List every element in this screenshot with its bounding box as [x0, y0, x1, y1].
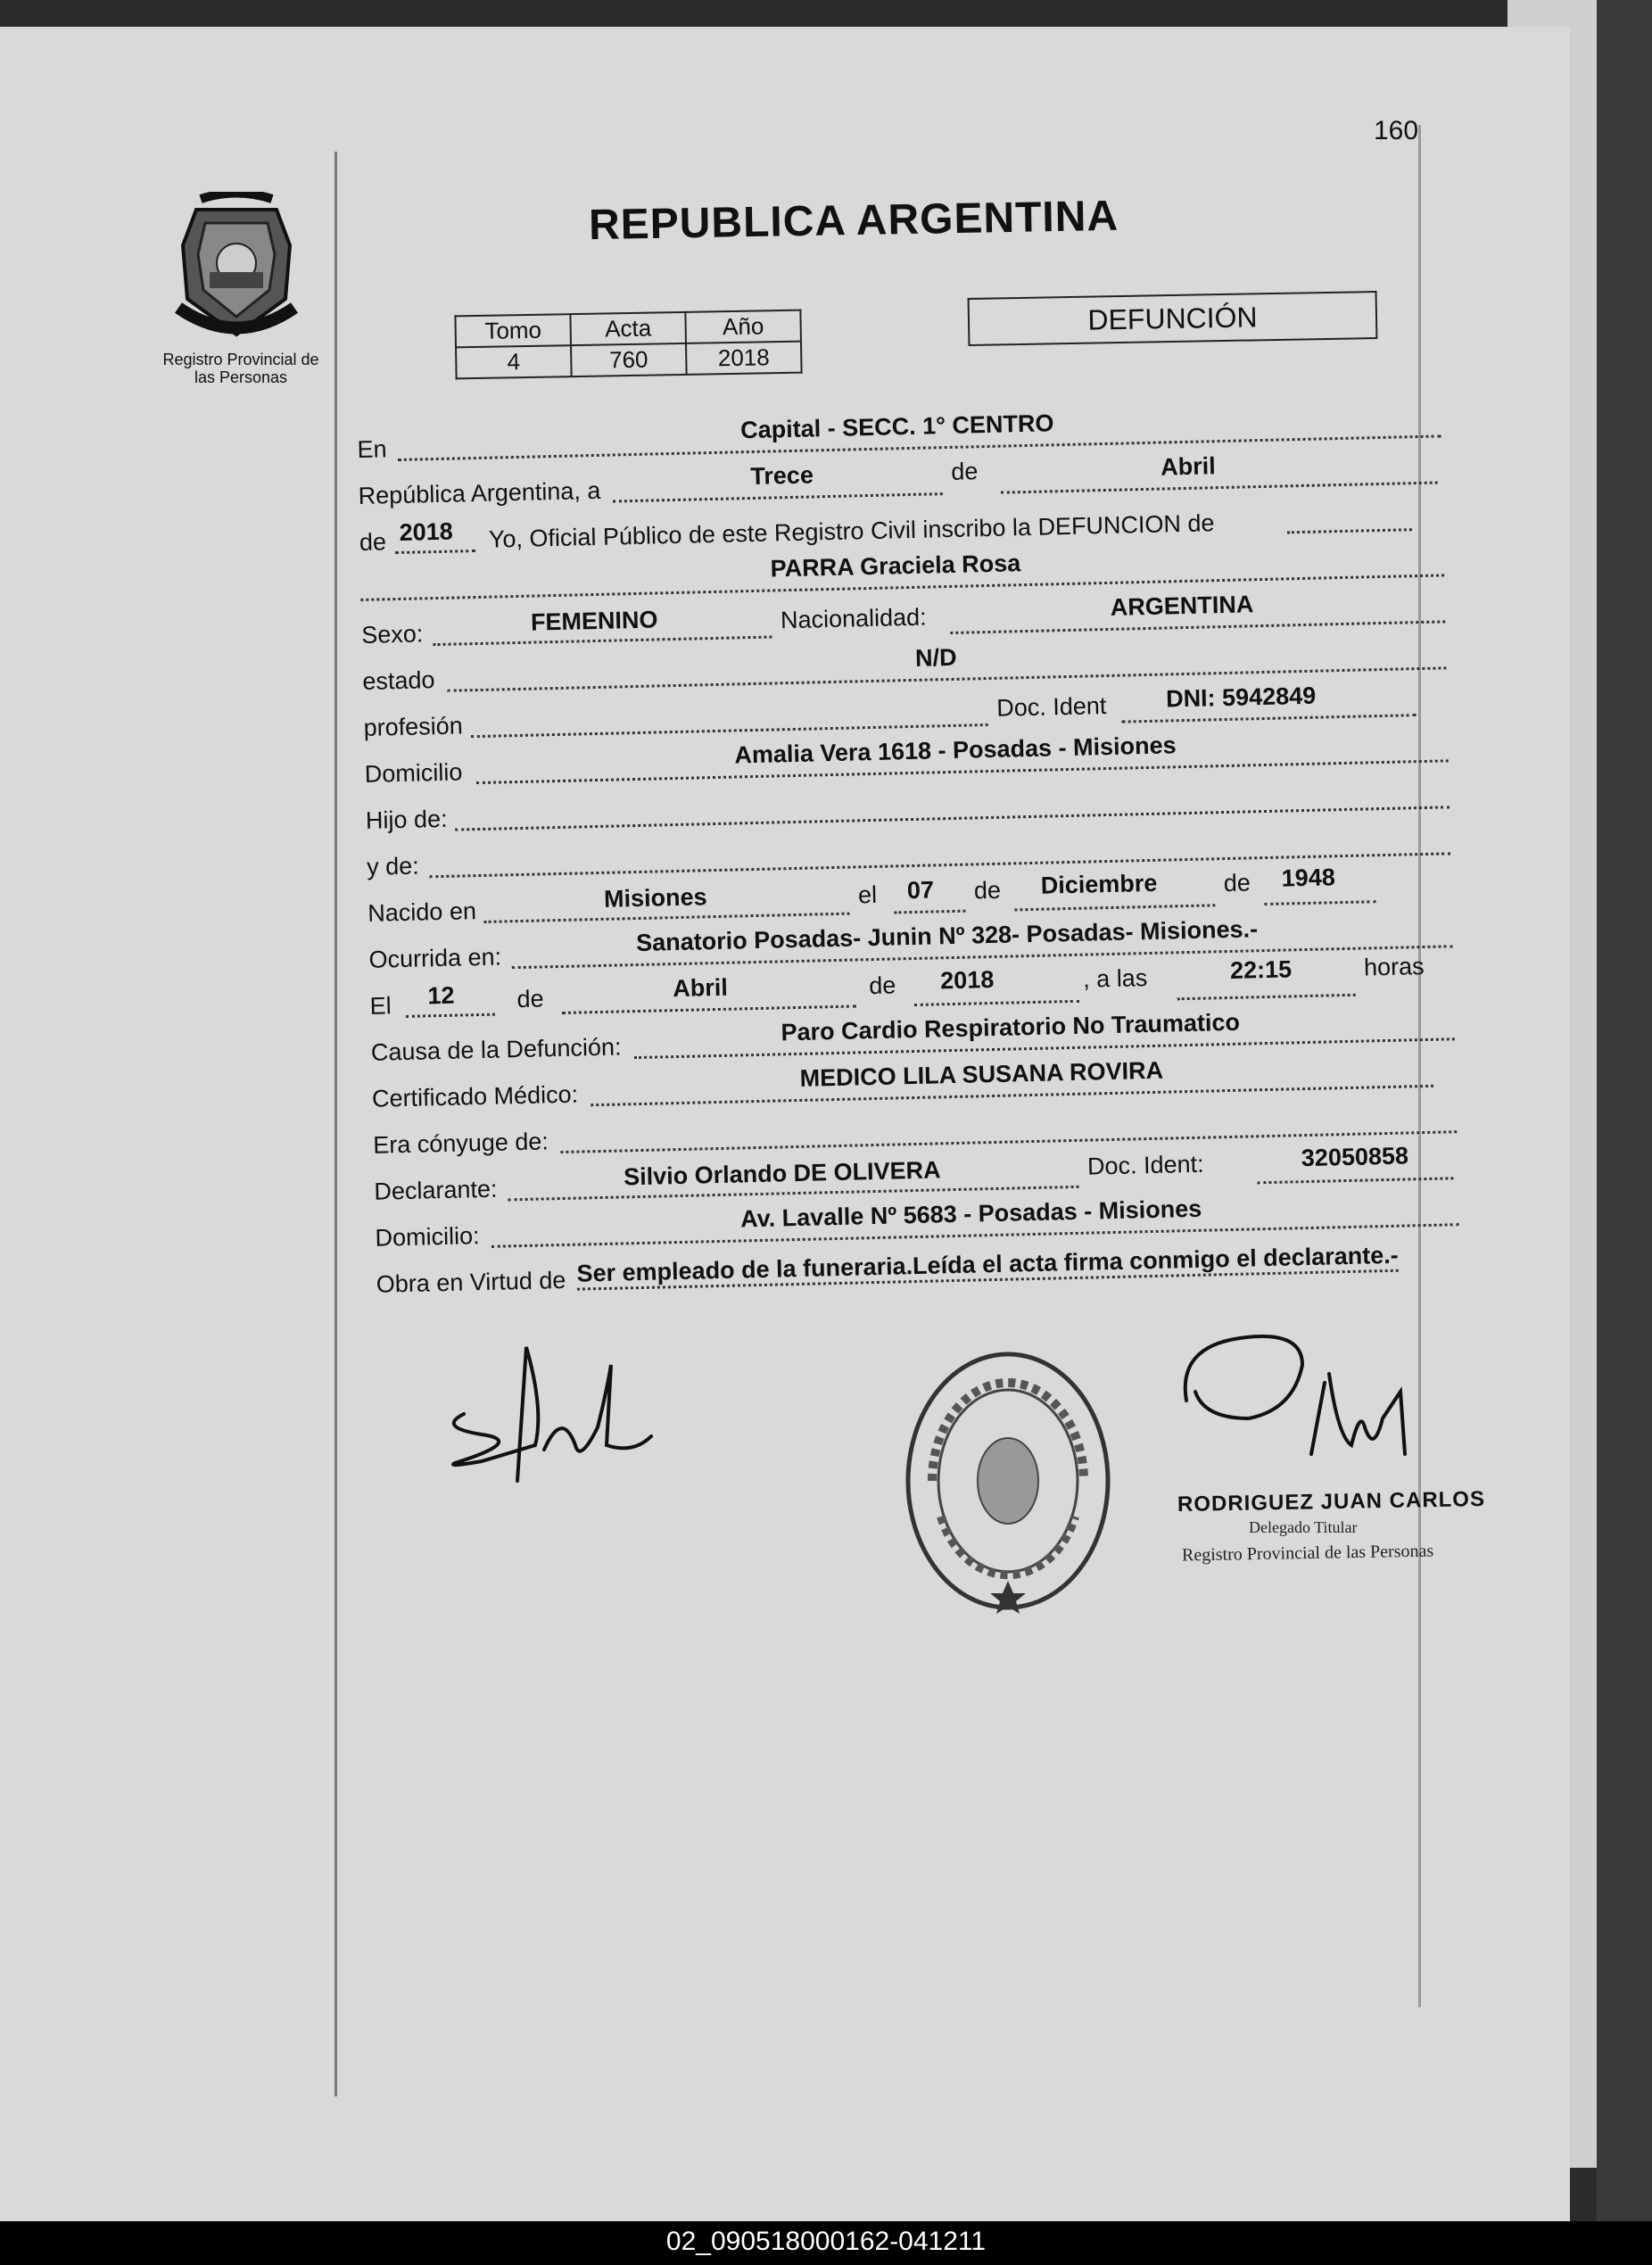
- left-margin-line: [335, 152, 337, 2096]
- value-ocurrida: Sanatorio Posadas- Junin Nº 328- Posadas- Misiones.-: [635, 915, 1259, 957]
- label-el-1: el: [857, 880, 878, 909]
- label-conyuge: Era cónyuge de:: [372, 1128, 549, 1159]
- value-obra: Ser empleado de la funeraria.Leída el acta firma conmigo el declarante.-: [576, 1242, 1399, 1291]
- value-birth-day: 07: [906, 876, 935, 905]
- label-sexo: Sexo:: [360, 620, 424, 649]
- registry-caption-line2: las Personas: [194, 368, 288, 386]
- page-number: 160: [1374, 116, 1419, 145]
- label-hijo: Hijo de:: [365, 805, 448, 834]
- inscribo-text: Yo, Oficial Público de este Registro Civil inscribo la DEFUNCION de: [488, 509, 1215, 553]
- header-tomo: Tomo: [455, 314, 571, 347]
- value-year: 2018: [399, 517, 454, 546]
- header-acta: Acta: [570, 312, 686, 345]
- value-decl-doc: 32050858: [1301, 1142, 1409, 1172]
- label-declarante: Declarante:: [374, 1175, 498, 1205]
- label-en: En: [357, 435, 387, 463]
- value-death-day: 12: [427, 981, 455, 1010]
- label-obra: Obra en Virtud de: [376, 1266, 566, 1298]
- value-month: Abril: [1160, 452, 1217, 481]
- value-ano: 2018: [686, 342, 802, 375]
- value-nacionalidad: ARGENTINA: [1110, 591, 1254, 621]
- label-de-3: de: [973, 876, 1002, 905]
- label-de-6: de: [868, 971, 896, 1000]
- document-page: [0, 27, 1570, 2221]
- value-domicilio: Amalia Vera 1618 - Posadas - Misiones: [734, 732, 1177, 769]
- label-a-las: , a las: [1082, 964, 1148, 993]
- label-doc-ident: Doc. Ident: [995, 692, 1107, 722]
- label-de-1: de: [950, 458, 979, 485]
- death-record-form: [357, 403, 1445, 1298]
- value-causa: Paro Cardio Respiratorio No Traumatico: [781, 1008, 1241, 1046]
- header-ano: Año: [685, 310, 801, 343]
- value-tomo: 4: [456, 345, 572, 378]
- value-estado: N/D: [914, 643, 957, 672]
- value-deceased-name: PARRA Graciela Rosa: [770, 550, 1021, 583]
- value-death-month: Abril: [673, 973, 729, 1003]
- label-nacido: Nacido en: [368, 897, 477, 927]
- record-type-box: DEFUNCIÓN: [968, 291, 1378, 346]
- officer-registry: Registro Provincial de las Personas: [1181, 1541, 1434, 1566]
- label-de-5: de: [516, 985, 544, 1013]
- value-day-words: Trece: [749, 461, 814, 490]
- value-death-year: 2018: [939, 965, 995, 995]
- label-de-4: de: [1223, 869, 1251, 897]
- label-republica: República Argentina, a: [358, 476, 601, 509]
- value-declarante: Silvio Orlando DE OLIVERA: [623, 1156, 941, 1191]
- declarant-signature: [428, 1329, 678, 1499]
- value-place: Capital - SECC. 1° CENTRO: [739, 409, 1054, 444]
- officer-signature: [1169, 1329, 1436, 1490]
- value-certificado: MEDICO LILA SUSANA ROVIRA: [799, 1056, 1164, 1092]
- document-title: REPUBLICA ARGENTINA: [588, 192, 1119, 250]
- label-profesion: profesión: [363, 712, 464, 741]
- label-ocurrida: Ocurrida en:: [368, 943, 502, 973]
- officer-role: Delegado Titular: [1249, 1518, 1358, 1536]
- label-domicilio: Domicilio: [364, 758, 463, 788]
- misiones-seal-logo: [169, 192, 303, 343]
- official-stamp: [901, 1347, 1115, 1615]
- value-death-time: 22:15: [1229, 955, 1293, 984]
- value-decl-domicilio: Av. Lavalle Nº 5683 - Posadas - Misiones: [739, 1194, 1202, 1233]
- label-causa: Causa de la Defunción:: [370, 1033, 622, 1066]
- label-el: El: [369, 992, 392, 1020]
- label-decl-domicilio: Domicilio:: [375, 1222, 480, 1252]
- label-estado: estado: [362, 666, 435, 695]
- label-decl-doc: Doc. Ident:: [1086, 1150, 1204, 1180]
- label-de-2: de: [359, 528, 387, 556]
- registry-caption-line1: Registro Provincial de: [162, 351, 319, 368]
- background-edge: [1597, 0, 1652, 2221]
- footer-document-id: 02_090518000162-041211: [665, 2227, 987, 2256]
- value-birth-month: Diciembre: [1040, 869, 1158, 899]
- value-sexo: FEMENINO: [530, 606, 658, 636]
- value-nacido-en: Misiones: [603, 883, 707, 913]
- value-doc-ident: DNI: 5942849: [1165, 682, 1317, 713]
- label-nacionalidad: Nacionalidad:: [780, 603, 927, 634]
- officer-name: RODRIGUEZ JUAN CARLOS: [1177, 1486, 1486, 1517]
- label-y-de: y de:: [366, 852, 420, 880]
- value-acta: 760: [571, 343, 687, 376]
- label-horas: horas: [1363, 953, 1425, 981]
- label-certificado: Certificado Médico:: [371, 1080, 579, 1112]
- value-birth-year: 1948: [1281, 864, 1336, 892]
- reference-table: [454, 310, 802, 380]
